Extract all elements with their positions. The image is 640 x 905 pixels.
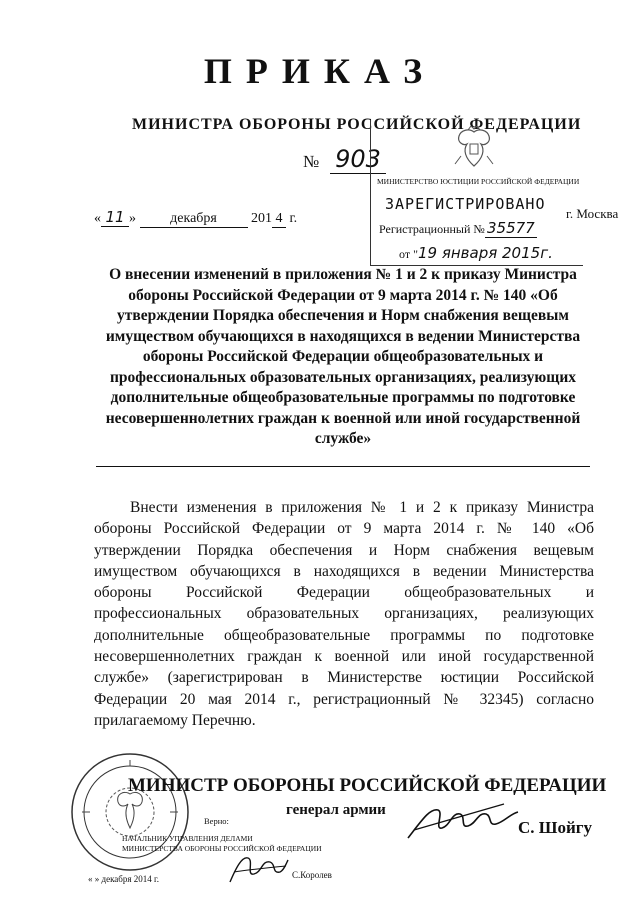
certification-name: С.Королев (292, 870, 332, 880)
certification-date: « » декабря 2014 г. (88, 874, 159, 884)
stamp-date-label: от " (399, 247, 418, 261)
stamp-date-value: 19 января 2015г. (417, 244, 553, 262)
certification-line-2: МИНИСТЕРСТВА ОБОРОНЫ РОССИЙСКОЙ ФЕДЕРАЦИИ (122, 844, 322, 853)
order-date (94, 208, 297, 228)
issuer-subtitle: МИНИСТРА ОБОРОНЫ РОССИЙСКОЙ ФЕДЕРАЦИИ (132, 116, 582, 133)
stamp-ministry: МИНИСТЕРСТВО ЮСТИЦИИ РОССИЙСКОЙ ФЕДЕРАЦИИ (377, 177, 580, 186)
stamp-regnum-value: 35577 (485, 219, 537, 238)
date-open-quote: « (94, 211, 101, 226)
signatory-name: С. Шойгу (518, 818, 592, 837)
stamp-regdate (399, 244, 553, 262)
minister-signature-icon (404, 800, 522, 844)
stamp-registered: ЗАРЕГИСТРИРОВАНО (385, 195, 546, 213)
registration-stamp (370, 120, 583, 266)
stamp-regnum-label: Регистрационный № (379, 222, 485, 236)
document-title: ПРИКАЗ (203, 51, 437, 91)
city-label: г. Москва (566, 206, 619, 221)
date-year-prefix: 201 (251, 211, 272, 226)
date-month: декабря (140, 211, 248, 228)
certification-line-1: НАЧАЛЬНИК УПРАВЛЕНИЯ ДЕЛАМИ (122, 834, 253, 843)
certifier-signature-icon (226, 848, 292, 888)
certification-true-copy: Верно: (204, 816, 229, 826)
signatory-rank: генерал армии (286, 802, 386, 818)
heading-divider (96, 466, 590, 467)
order-number-label: № (303, 152, 320, 171)
coat-of-arms-icon (449, 126, 499, 172)
date-year-suffix: 4 (272, 211, 286, 228)
date-day: 11 (101, 208, 129, 227)
signatory-title: МИНИСТР ОБОРОНЫ РОССИЙСКОЙ ФЕДЕРАЦИИ (128, 775, 607, 796)
order-body: Внести изменения в приложения № 1 и 2 к приказу Министра обороны Российской Федерации от 9 марта 2014 г. № 140 «Об утверждении Порядка обеспечения и Норм снабжения вещевым имуществом обучающихся в находящихся в ведении Министерства обороны Российской Федерации общеобразовательных и профессиональных образовательных организациях, реализующих дополнительные общеобразовательные программы по подготовке несовершеннолетних граждан к военной или иной государственной службе» (зарегистрирован в Министерстве юстиции Российской Федерации 20 мая 2014 г., регистрационный № 32345) согласно прилагаемому Перечню. (94, 499, 594, 729)
date-year-abbr: г. (289, 211, 298, 226)
order-heading: О внесении изменений в приложения № 1 и 2 к приказу Министра обороны Российской Федерации от 9 марта 2014 г. № 140 «Об утверждении Порядка обеспечения и Норм снабжения вещевым имуществом обучающихся в находящихся в ведении Министерства обороны Российской Федерации общеобразовательных и профессиональных образовательных организациях, реализующих дополнительные общеобразовательные программы по подготовке несовершеннолетних граждан к военной или иной государственной службе» (105, 266, 581, 447)
order-number-value: 903 (330, 145, 386, 174)
date-close-quote: » (129, 211, 136, 226)
official-seal-icon (68, 750, 192, 874)
stamp-regnum (379, 219, 537, 238)
